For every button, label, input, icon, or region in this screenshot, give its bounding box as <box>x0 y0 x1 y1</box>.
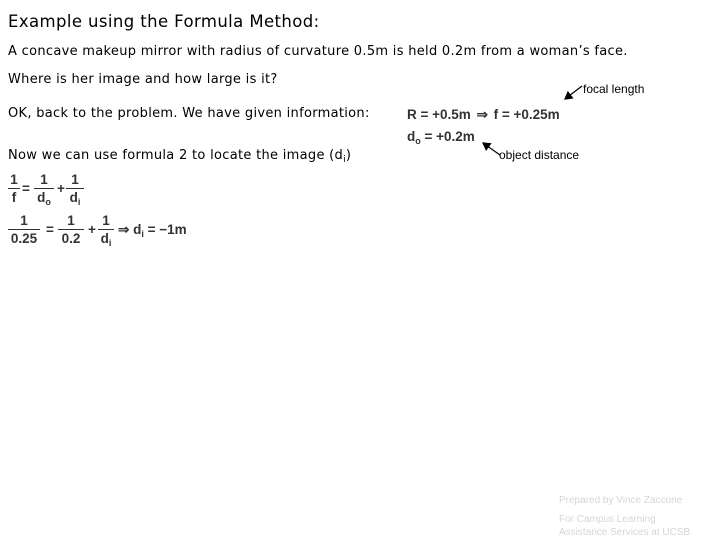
slide-title: Example using the Formula Method: <box>8 12 320 31</box>
denominator: f <box>11 190 17 205</box>
fraction-bar <box>34 188 54 189</box>
equals-sign: = <box>22 181 30 196</box>
fraction-bar <box>8 229 40 230</box>
formula-line-prefix: Now we can use formula 2 to locate the image (d <box>8 148 344 163</box>
fraction-bar <box>58 229 84 230</box>
object-distance-symbol: d <box>407 129 416 144</box>
formula-line-sub: i <box>343 155 346 165</box>
denominator <box>98 231 114 251</box>
fraction-1-over-f <box>8 172 20 205</box>
denominator <box>66 190 84 210</box>
denominator <box>34 190 54 210</box>
denominator-sub: o <box>45 197 51 207</box>
numerator: 1 <box>102 213 110 228</box>
fraction-1-over-do <box>34 172 54 210</box>
plus-sign: + <box>57 181 65 196</box>
implies-arrow: ⇒ <box>476 107 488 122</box>
denominator-symbol: d <box>69 190 78 205</box>
object-distance-label: object distance <box>499 148 580 162</box>
object-distance-sub: o <box>415 136 421 146</box>
fraction-1-over-di <box>66 172 84 210</box>
fraction-bar <box>8 188 20 189</box>
equals-sign: = <box>46 222 54 237</box>
footer-credit-org-line2: Assistance Services at UCSB <box>559 527 691 538</box>
denominator-symbol: d <box>37 190 46 205</box>
plus-sign: + <box>88 222 96 237</box>
implies-arrow: ⇒ <box>118 222 130 237</box>
denominator-sub: i <box>77 197 81 207</box>
fraction-bar <box>66 188 84 189</box>
footer-credit-org-line1: For Campus Learning <box>559 514 656 525</box>
given-info-line: OK, back to the problem. We have given information: <box>8 106 370 121</box>
numerator: 1 <box>20 213 28 228</box>
focal-length-label: focal length <box>583 82 645 96</box>
fraction-bar <box>98 229 114 230</box>
denominator: 0.2 <box>61 231 81 246</box>
focal-value: f = +0.25m <box>493 107 560 122</box>
footer-credit-author: Prepared by Vince Zaccone <box>559 495 683 506</box>
result-sub: i <box>141 229 144 239</box>
problem-line-2: Where is her image and how large is it? <box>8 72 278 87</box>
numerator: 1 <box>71 172 79 187</box>
result-value: = −1m <box>147 222 187 237</box>
result-symbol: d <box>133 222 142 237</box>
numerator: 1 <box>40 172 48 187</box>
denominator: 0.25 <box>10 231 38 246</box>
focal-length-arrow <box>565 86 582 99</box>
fraction-1-over-0.2 <box>58 213 84 246</box>
fraction-1-over-di <box>98 213 114 251</box>
denominator-symbol: d <box>100 231 109 246</box>
fraction-1-over-0.25 <box>8 213 40 246</box>
problem-line-1: A concave makeup mirror with radius of curvature 0.5m is held 0.2m from a woman’s face. <box>8 44 628 59</box>
object-distance-value: = +0.2m <box>424 129 475 144</box>
radius-value: R = +0.5m <box>407 107 471 122</box>
numerator: 1 <box>10 172 18 187</box>
result <box>118 222 187 239</box>
denominator-sub: i <box>108 238 112 248</box>
formula-line-suffix: ) <box>345 148 352 163</box>
object-distance-arrow <box>483 143 500 155</box>
numerator: 1 <box>67 213 75 228</box>
